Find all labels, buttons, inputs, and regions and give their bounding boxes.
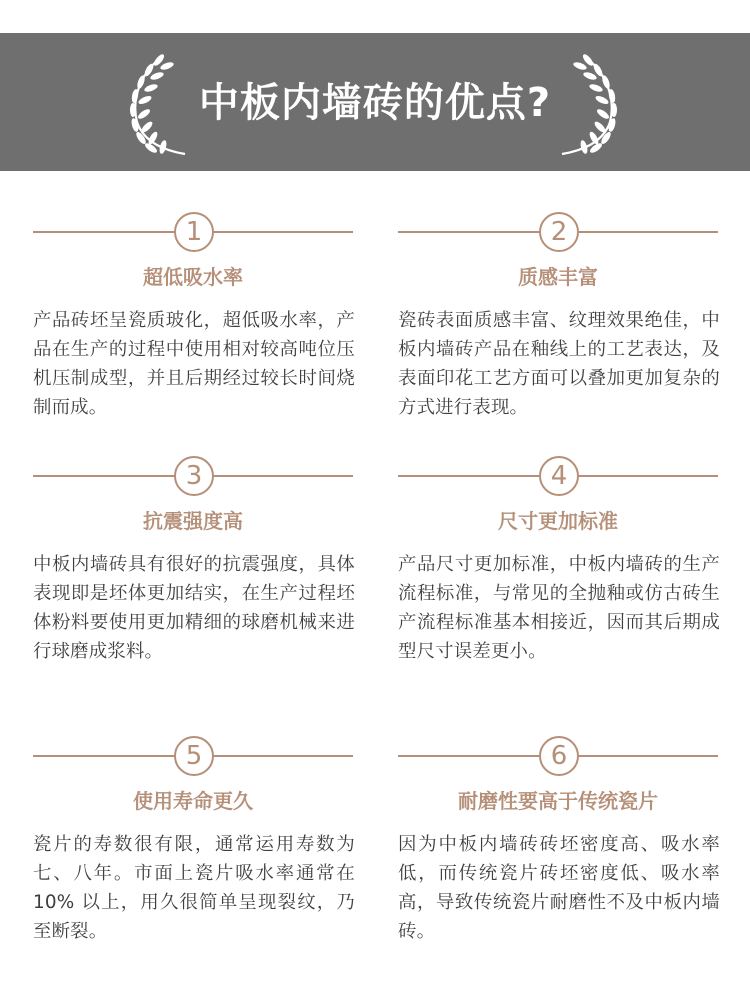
item-description: 产品砖坯呈瓷质玻化，超低吸水率，产品在生产的过程中使用相对较高吨位压机压制成型，并且后期经过较长时间烧制而成。 bbox=[33, 310, 355, 418]
item-heading: 抗震强度高 bbox=[143, 509, 243, 533]
item-number-badge: 2 bbox=[539, 212, 579, 252]
item-heading: 超低吸水率 bbox=[143, 265, 243, 289]
item-description: 瓷砖表面质感丰富、纹理效果绝佳，中板内墙砖产品在釉线上的工艺表达，及表面印花工艺方面可以叠加更加复杂的方式进行表现。 bbox=[398, 310, 720, 418]
item-number-badge: 1 bbox=[174, 212, 214, 252]
item-heading: 耐磨性要高于传统瓷片 bbox=[458, 789, 658, 813]
item-description: 中板内墙砖具有很好的抗震强度，具体表现即是坯体更加结实，在生产过程坯体粉料要使用更加精细的球磨机械来进行球磨成浆料。 bbox=[33, 554, 355, 662]
item-heading: 使用寿命更久 bbox=[133, 789, 253, 813]
header-banner bbox=[0, 0, 750, 170]
item-description: 瓷片的寿数很有限，通常运用寿数为七、八年。市面上瓷片吸水率通常在 10% 以上，用久很简单呈现裂纹，乃至断裂。 bbox=[33, 834, 355, 942]
item-heading: 质感丰富 bbox=[518, 265, 598, 289]
item-number-badge: 3 bbox=[174, 456, 214, 496]
page-title: 中板内墙砖的优点? bbox=[198, 80, 552, 126]
item-heading: 尺寸更加标准 bbox=[498, 509, 618, 533]
item-number-badge: 4 bbox=[539, 456, 579, 496]
item-description: 产品尺寸更加标准，中板内墙砖的生产流程标准，与常见的全抛釉或仿古砖生产流程标准基本相接近，因而其后期成型尺寸误差更小。 bbox=[398, 554, 720, 662]
laurel-right-icon bbox=[560, 50, 624, 158]
item-number-badge: 5 bbox=[174, 736, 214, 776]
item-description: 因为中板内墙砖砖坯密度高、吸水率低，而传统瓷片砖坯密度低、吸水率高，导致传统瓷片耐磨性不及中板内墙砖。 bbox=[398, 834, 720, 942]
item-number-badge: 6 bbox=[539, 736, 579, 776]
